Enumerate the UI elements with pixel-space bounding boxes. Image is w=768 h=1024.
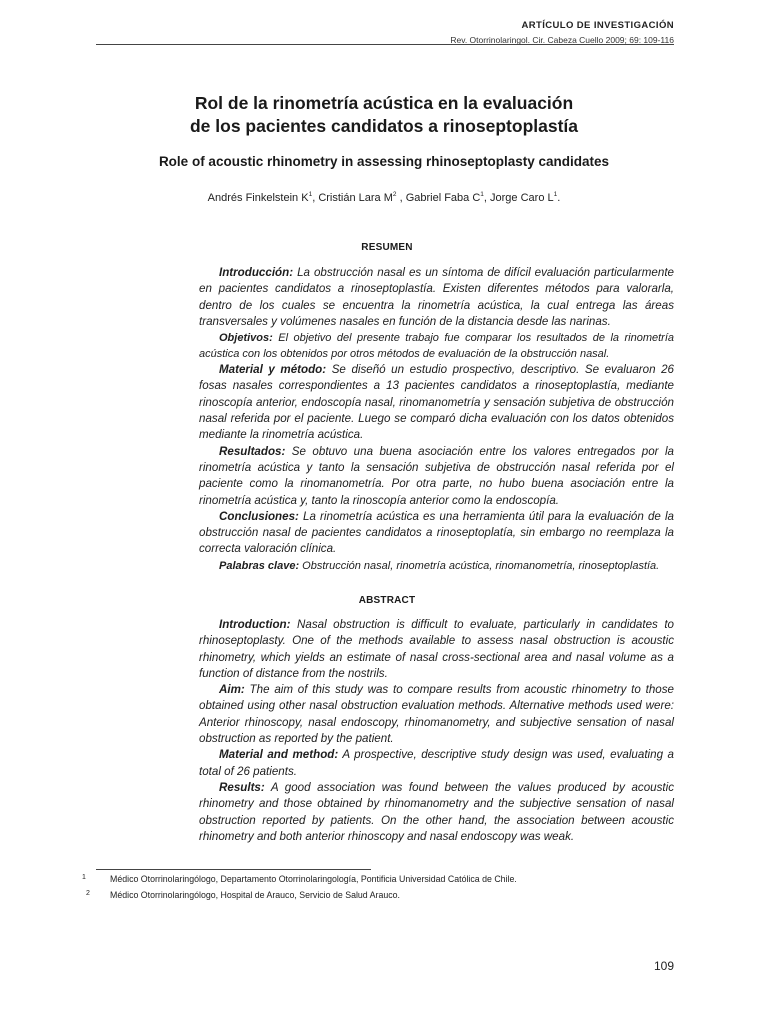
paragraph-text: El objetivo del presente trabajo fue comparar los resultados de la rinometría acústica con los obtenidos por otros métodos de evaluación de la obstrucción nasal. [199, 332, 674, 361]
footnotes [80, 874, 680, 906]
author-separator: , [483, 192, 491, 204]
author-name: Cristián Lara M [318, 192, 393, 204]
abstract-heading: ABSTRACT [358, 595, 416, 606]
author-list [0, 192, 768, 204]
footnote-mark: 1 [82, 874, 86, 881]
footnote [80, 890, 680, 900]
english-title: Role of acoustic rhinometry in assessing rhinoseptoplasty candidates [158, 154, 610, 169]
author [208, 192, 319, 204]
resumen-paragraph [199, 265, 674, 330]
resumen-paragraph [199, 362, 674, 443]
author-name: Gabriel Faba C [405, 192, 481, 204]
author-name: Andrés Finkelstein K [207, 192, 309, 204]
paragraph-label: Material y método: [219, 363, 327, 377]
paragraph-text: Se diseñó un estudio prospectivo, descriptivo. Se evaluaron 26 fosas nasales correspondientes a 13 pacientes candidatos a rinoseptoplastía, mediante rinoscopía anterior, endoscopía nasal, rinomanometría y sensación subjetiva de obstrucción nasal referida por el paciente. Luego se comparó dicha evaluación con los datos obtenidos mediante la rinometría acústica. [199, 363, 674, 442]
paragraph-label: Conclusiones: [219, 509, 299, 523]
resumen-heading: RESUMEN [361, 242, 413, 253]
journal-citation: Rev. Otorrinolaringol. Cir. Cabeza Cuello 2009; 69: 109-116 [450, 35, 674, 45]
paragraph-text: Se obtuvo una buena asociación entre los valores entregados por la rinometría acústica y tanto la sensación subjetiva de obstrucción nasal referida por el paciente como la rinomanometría. Por otra parte, no hubo buena asociación entre la rinometría acústica y, tanto la rinoscopía anterior como la endoscopía. [199, 444, 674, 507]
paragraph-text: A good association was found between the values produced by acoustic rhinometry and those obtained by rhinomanometry and the subjective sensation of nasal obstruction reported by patients. On the other hand, the association between acoustic rhinometry and both anterior rhinoscopy and nasal endoscopy was weak. [199, 780, 674, 843]
abstract-paragraph [199, 682, 674, 747]
paragraph-text: The aim of this study was to compare results from acoustic rhinometry to those obtained using other nasal obstruction evaluation methods. Alternative methods used were: Anterior rhinoscopy, nasal endoscopy, rhinomanometry, and subjective sensation of nasal obstruction as reported by the patient. [199, 683, 674, 746]
abstract-body [199, 617, 674, 845]
paragraph-text: A prospective, descriptive study design was used, evaluating a total of 26 patients. [199, 748, 674, 778]
paragraph-label: Palabras clave: [219, 559, 300, 572]
article-title [0, 92, 768, 138]
resumen-paragraph [199, 558, 674, 574]
author [490, 192, 560, 204]
footnote-mark: 2 [86, 890, 90, 897]
paragraph-text: Obstrucción nasal, rinometría acústica, rinomanometría, rinoseptoplastía. [299, 559, 660, 572]
author-separator: , [312, 192, 319, 204]
author [318, 192, 405, 204]
affiliation-mark: 1 [553, 191, 558, 198]
header-divider [96, 44, 674, 45]
article-type-label: ARTÍCULO DE INVESTIGACIÓN [521, 20, 674, 31]
paragraph-label: Results: [219, 780, 265, 794]
author-separator: , [396, 192, 406, 204]
paragraph-label: Introduction: [219, 618, 291, 631]
paragraph-label: Material and method: [219, 748, 339, 762]
resumen-paragraph [199, 444, 674, 509]
paragraph-label: Aim: [219, 683, 245, 697]
affiliation-mark: 1 [308, 191, 313, 198]
page-number: 109 [653, 959, 674, 973]
paragraph-text: La obstrucción nasal es un síntoma de difícil evaluación particularmente en pacientes candidatos a rinoseptoplastía. Existen diferentes métodos para valorarla, dentro de los cuales se encuentra la rinometría acústica, la cual entrega las áreas transversales y volúmenes nasales en función de la distancia desde las narinas. [199, 266, 674, 328]
paragraph-text: La rinometría acústica es una herramienta útil para la evaluación de la obstrucción nasal de pacientes candidatos a rinoseptoplatía, sin embargo no reemplaza la correcta valoración clínica. [199, 509, 674, 556]
author-separator: . [557, 192, 561, 204]
paragraph-label: Resultados: [219, 444, 286, 458]
footnote-divider [96, 869, 371, 870]
abstract-paragraph [199, 780, 674, 845]
title-line-2: de los pacientes candidatos a rinoseptoplastía [189, 116, 579, 136]
footnote-text: Médico Otorrinolaringólogo, Departamento Otorrinolaringología, Pontificia Universidad Católica de Chile. [110, 874, 517, 884]
resumen-body [199, 265, 674, 574]
affiliation-mark: 2 [392, 191, 397, 198]
abstract-paragraph [199, 747, 674, 780]
paragraph-label: Objetivos: [219, 332, 273, 345]
footnote [80, 874, 680, 884]
author [406, 192, 490, 204]
footnote-text: Médico Otorrinolaringólogo, Hospital de Arauco, Servicio de Salud Arauco. [110, 890, 400, 900]
paragraph-text: Nasal obstruction is difficult to evaluate, particularly in candidates to rhinoseptoplasty. One of the methods available to assess nasal obstruction is acoustic rhinometry, which yields an estimate of nasal cross-sectional area and nasal volume as a function of distance from the nostrils. [199, 618, 674, 680]
affiliation-mark: 1 [480, 191, 484, 198]
resumen-paragraph [199, 509, 674, 558]
running-header [450, 20, 674, 45]
abstract-paragraph [199, 617, 674, 682]
resumen-paragraph [199, 330, 674, 362]
paragraph-label: Introducción: [219, 266, 294, 279]
author-name: Jorge Caro L [490, 192, 554, 204]
title-line-1: Rol de la rinometría acústica en la evaluación [194, 93, 574, 113]
